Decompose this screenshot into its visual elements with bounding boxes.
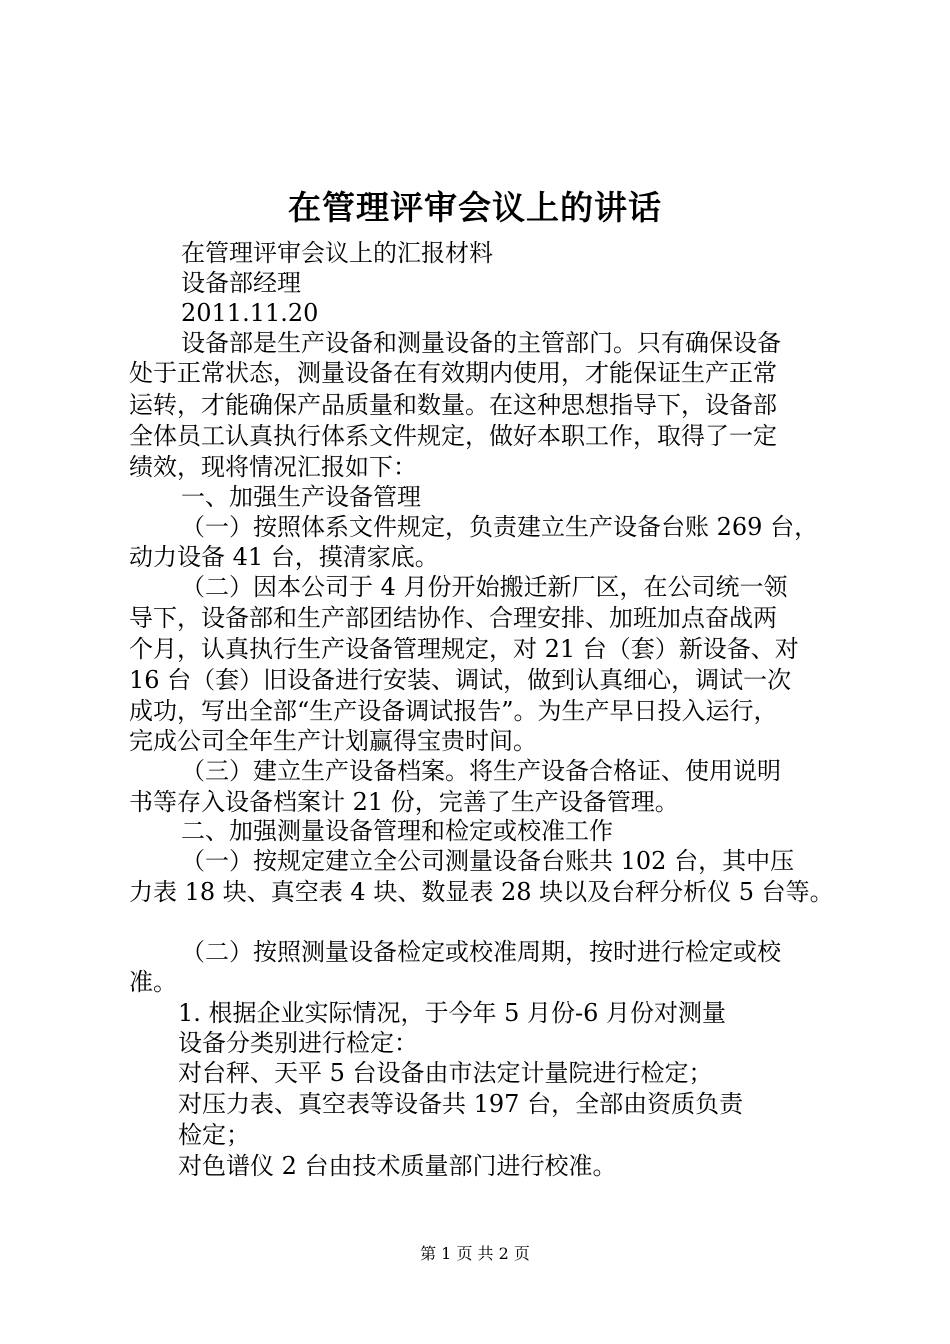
body-line: 16 台（套）旧设备进行安装、调试，做到认真细心，调试一次 (129, 666, 792, 694)
body-line: （三）建立生产设备档案。将生产设备合格证、使用说明 (181, 757, 781, 785)
body-line: 导下，设备部和生产部团结协作、合理安排、加班加点奋战两 (129, 604, 777, 632)
body-line: （一）按照体系文件规定，负责建立生产设备台账 269 台， (181, 513, 819, 541)
body-line: 书等存入设备档案计 21 份，完善了生产设备管理。 (129, 788, 679, 816)
body-line: 对压力表、真空表等设备共 197 台，全部由资质负责 (178, 1090, 744, 1118)
section-heading: 一、加强生产设备管理 (181, 483, 421, 511)
body-line: 完成公司全年生产计划赢得宝贵时间。 (129, 727, 537, 755)
subtitle-line: 在管理评审会议上的汇报材料 (181, 239, 493, 267)
document-title: 在管理评审会议上的讲话 (288, 188, 662, 227)
body-line: 检定； (178, 1121, 250, 1149)
author-line: 设备部经理 (181, 269, 301, 297)
body-line: 处于正常状态，测量设备在有效期内使用，才能保证生产正常 (129, 359, 777, 387)
body-line: 运转，才能确保产品质量和数量。在这种思想指导下，设备部 (129, 391, 777, 419)
body-line: 1. 根据企业实际情况，于今年 5 月份-6 月份对测量 (178, 999, 727, 1027)
body-line: 设备部是生产设备和测量设备的主管部门。只有确保设备 (181, 329, 781, 357)
body-line: （二）按照测量设备检定或校准周期，按时进行检定或校 (181, 938, 781, 966)
body-line: 动力设备 41 台，摸清家底。 (129, 543, 439, 571)
body-line: 对台秤、天平 5 台设备由市法定计量院进行检定； (178, 1059, 713, 1087)
body-line: 个月，认真执行生产设备管理规定，对 21 台（套）新设备、对 (129, 635, 799, 663)
body-line: 力表 18 块、真空表 4 块、数显表 28 块以及台秤分析仪 5 台等。 (129, 878, 834, 906)
body-line: 成功，写出全部“生产设备调试报告”。为生产早日投入运行， (129, 697, 778, 725)
body-line: 对色谱仪 2 台由技术质量部门进行校准。 (178, 1152, 617, 1180)
page-number-footer: 第 1 页 共 2 页 (420, 1244, 530, 1263)
body-line: 准。 (129, 968, 177, 996)
body-line: 绩效，现将情况汇报如下： (129, 453, 417, 481)
date-line: 2011.11.20 (181, 299, 319, 327)
section-heading: 二、加强测量设备管理和检定或校准工作 (181, 817, 613, 845)
body-line: 设备分类别进行检定： (178, 1029, 418, 1057)
body-line: 全体员工认真执行体系文件规定，做好本职工作，取得了一定 (129, 422, 777, 450)
body-line: （二）因本公司于 4 月份开始搬迁新厂区，在公司统一领 (181, 573, 788, 601)
body-line: （一）按规定建立全公司测量设备台账共 102 台，其中压 (181, 847, 795, 875)
